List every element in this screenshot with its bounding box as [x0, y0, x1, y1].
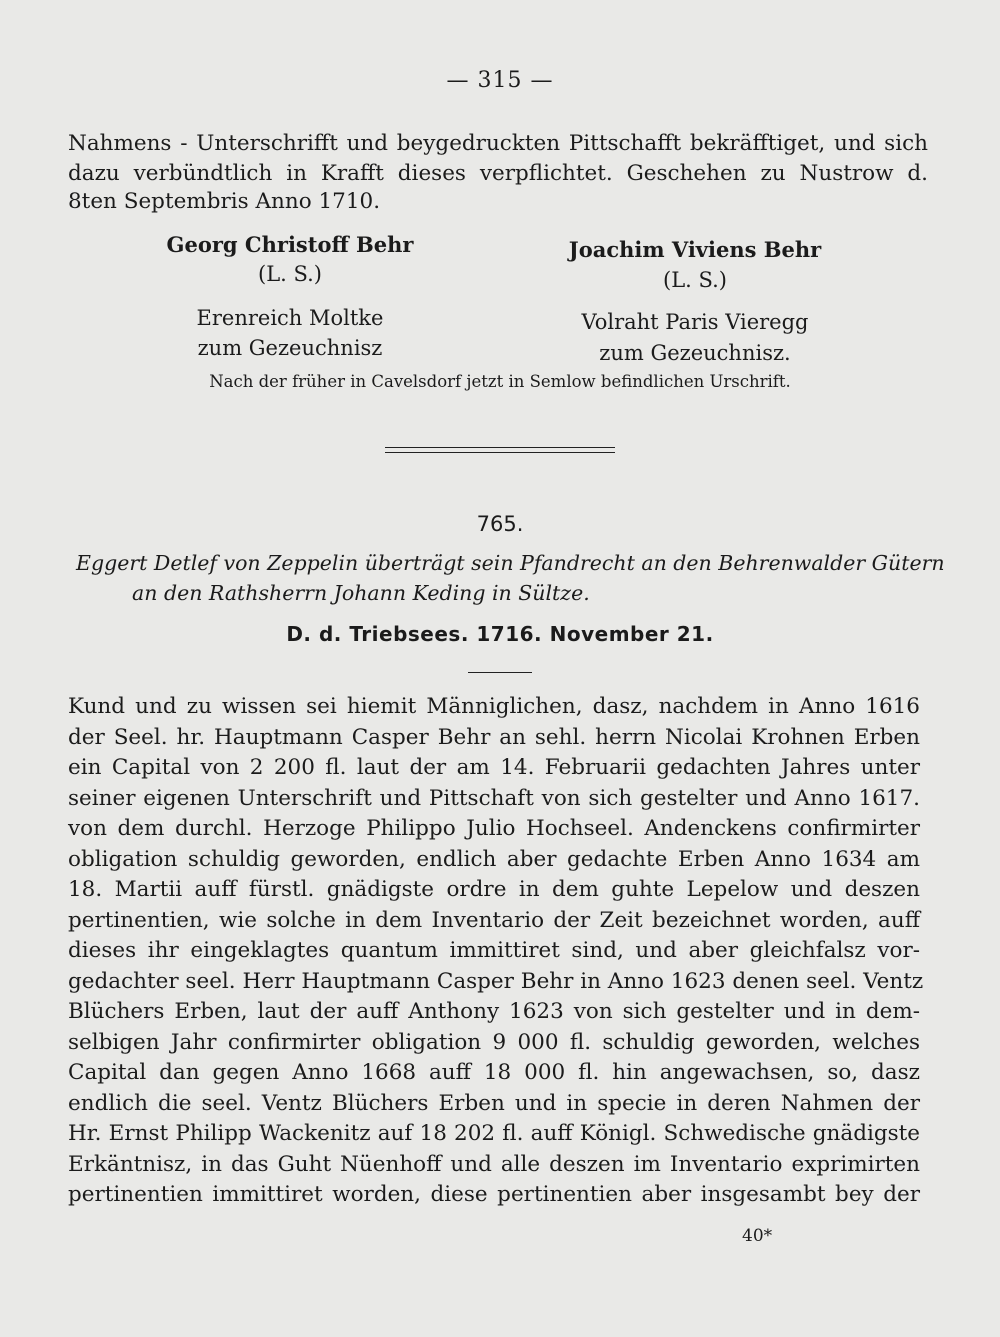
body-line: ein Capital von 2 200 fl. laut der am 14. Februarii gedachten Jahres unter [68, 755, 920, 780]
body-line: 18. Martii auff fürstl. gnädigste ordre in dem guhte Lepelow und deszen [68, 877, 920, 902]
body-line: selbigen Jahr confirmirter obligation 9 000 fl. schuldig geworden, welches [68, 1030, 920, 1055]
double-rule-top [385, 447, 615, 448]
witness-left: Erenreich Moltke [196, 306, 384, 330]
signature-mark: 40* [742, 1226, 773, 1246]
page-number: — 315 — [446, 68, 554, 93]
body-line: Capital dan gegen Anno 1668 auff 18 000 fl. hin angewachsen, so, dasz [68, 1060, 920, 1085]
date-line: D. d. Triebsees. 1716. November 21. [286, 622, 714, 646]
source-note: Nach der früher in Cavelsdorf jetzt in Semlow befindlichen Urschrift. [209, 372, 791, 391]
body-line: gedachter seel. Herr Hauptmann Casper Behr in Anno 1623 denen seel. Ventz [68, 969, 924, 994]
body-line: Kund und zu wissen sei hiemit Männiglichen, dasz, nachdem in Anno 1616 [68, 694, 920, 719]
short-rule [468, 672, 532, 673]
body-line: pertinentien immittiret worden, diese pertinentien aber insgesambt bey der [68, 1182, 920, 1207]
document-number: 765. [476, 512, 524, 536]
signatory-right-name: Joachim Viviens Behr [568, 237, 822, 262]
text-line: Nahmens - Unterschrifft und beygedruckten Pittschafft bekräfftiget, und sich [68, 131, 928, 156]
body-line: obligation schuldig geworden, endlich aber gedachte Erben Anno 1634 am [68, 847, 920, 872]
body-line: dieses ihr eingeklagtes quantum immittiret sind, und aber gleichfalsz vor- [68, 938, 920, 963]
body-line: Blüchers Erben, laut der auff Anthony 1623 von sich gestelter und in dem- [68, 999, 920, 1024]
document-title-line: an den Rathsherrn Johann Keding in Sültze. [132, 581, 590, 605]
body-line: pertinentien, wie solche in dem Inventario der Zeit bezeichnet worden, auff [68, 908, 920, 933]
body-line: seiner eigenen Unterschrift und Pittschaft von sich gestelter und Anno 1617. [68, 786, 920, 811]
witness-left-note: zum Gezeuchnisz [197, 336, 383, 360]
document-title-line: Eggert Detlef von Zeppelin überträgt sein Pfandrecht an den Behrenwalder Gütern [76, 551, 945, 575]
witness-right-note: zum Gezeuchnisz. [599, 341, 791, 365]
body-line: von dem durchl. Herzoge Philippo Julio Hochseel. Andenckens confirmirter [68, 816, 920, 841]
witness-right: Volraht Paris Vieregg [581, 310, 809, 334]
body-line: Hr. Ernst Philipp Wackenitz auf 18 202 fl. auff Königl. Schwedische gnädigste [68, 1121, 920, 1146]
seal-right: (L. S.) [663, 268, 727, 292]
signatory-left-name: Georg Christoff Behr [166, 232, 414, 257]
text-line: dazu verbündtlich in Krafft dieses verpflichtet. Geschehen zu Nustrow d. [68, 161, 928, 186]
body-line: endlich die seel. Ventz Blüchers Erben und in specie in deren Nahmen der [68, 1091, 920, 1116]
double-rule-bottom [385, 452, 615, 453]
text-line: 8ten Septembris Anno 1710. [68, 189, 381, 214]
body-line: der Seel. hr. Hauptmann Casper Behr an sehl. herrn Nicolai Krohnen Erben [68, 725, 920, 750]
body-line: Erkäntnisz, in das Guht Nüenhoff und alle deszen im Inventario exprimirten [68, 1152, 920, 1177]
seal-left: (L. S.) [258, 262, 322, 286]
